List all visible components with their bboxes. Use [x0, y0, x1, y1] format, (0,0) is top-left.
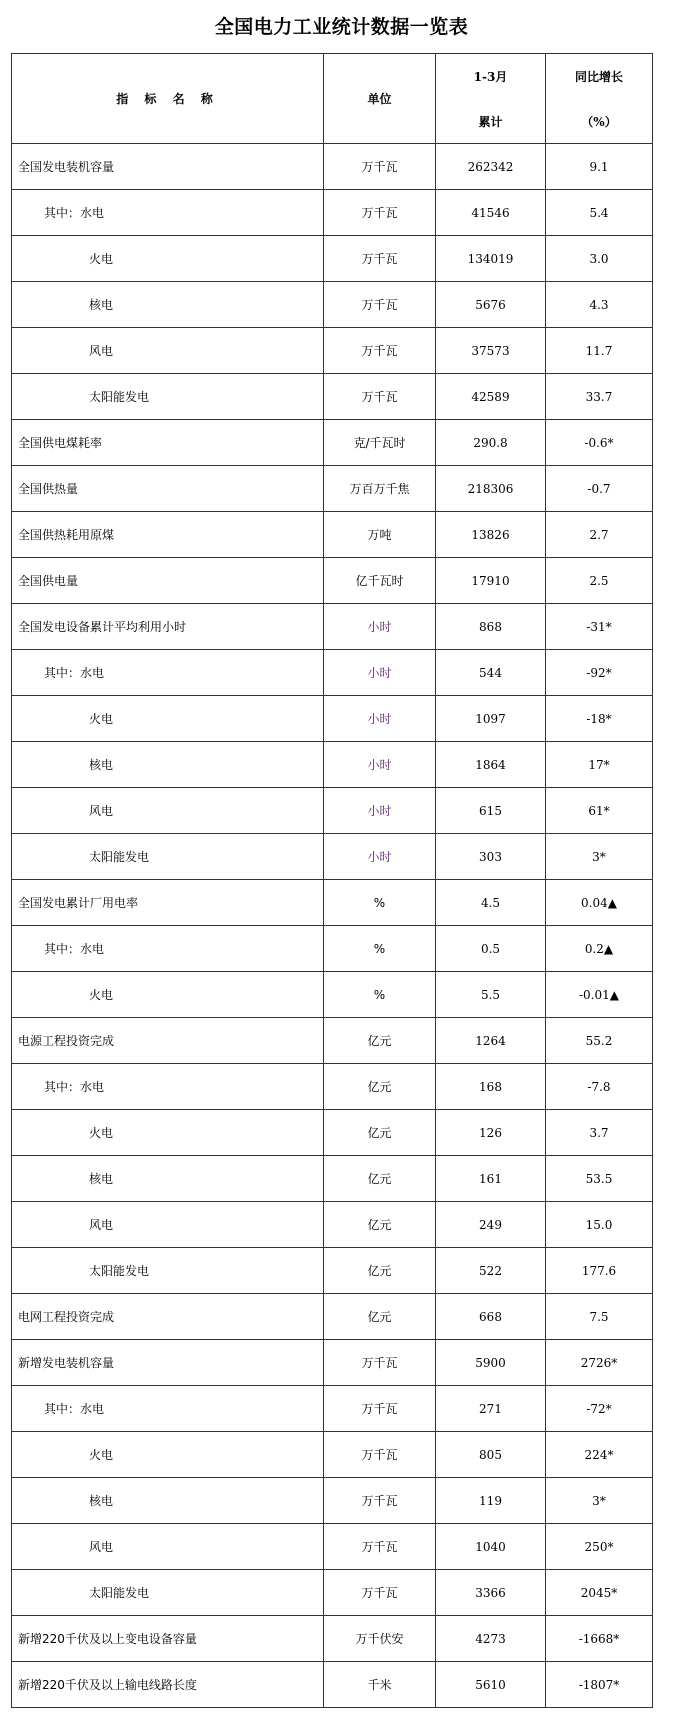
row-indicator-name: 新增220千伏及以上变电设备容量	[12, 1616, 324, 1662]
row-yoy-growth: 2045*	[546, 1570, 653, 1616]
row-unit: 万千瓦	[324, 328, 436, 374]
table-row	[12, 788, 653, 834]
row-yoy-growth: 9.1	[546, 144, 653, 190]
table-row	[12, 374, 653, 420]
row-unit: 亿元	[324, 1110, 436, 1156]
row-indicator-name: 核电	[12, 282, 324, 328]
row-cumulative-value: 668	[436, 1294, 546, 1340]
row-cumulative-value: 218306	[436, 466, 546, 512]
row-yoy-growth: 5.4	[546, 190, 653, 236]
row-unit: 千米	[324, 1662, 436, 1708]
row-unit: 亿元	[324, 1156, 436, 1202]
table-row	[12, 328, 653, 374]
table-row	[12, 144, 653, 190]
row-indicator-name: 风电	[12, 788, 324, 834]
table-row	[12, 1294, 653, 1340]
row-yoy-growth: -0.6*	[546, 420, 653, 466]
table-row	[12, 1570, 653, 1616]
row-cumulative-value: 5610	[436, 1662, 546, 1708]
table-row	[12, 926, 653, 972]
row-cumulative-value: 544	[436, 650, 546, 696]
row-cumulative-value: 262342	[436, 144, 546, 190]
row-indicator-name: 新增220千伏及以上输电线路长度	[12, 1662, 324, 1708]
header-period-line2: 累计	[478, 114, 503, 129]
row-yoy-growth: 3.7	[546, 1110, 653, 1156]
table-row	[12, 1248, 653, 1294]
row-unit: 万千瓦	[324, 1340, 436, 1386]
row-cumulative-value: 4.5	[436, 880, 546, 926]
row-yoy-growth: 250*	[546, 1524, 653, 1570]
row-cumulative-value: 119	[436, 1478, 546, 1524]
table-row	[12, 420, 653, 466]
row-cumulative-value: 37573	[436, 328, 546, 374]
row-cumulative-value: 522	[436, 1248, 546, 1294]
table-row	[12, 1478, 653, 1524]
row-cumulative-value: 3366	[436, 1570, 546, 1616]
row-cumulative-value: 615	[436, 788, 546, 834]
row-indicator-name: 核电	[12, 1478, 324, 1524]
row-cumulative-value: 168	[436, 1064, 546, 1110]
row-yoy-growth: -31*	[546, 604, 653, 650]
row-cumulative-value: 5900	[436, 1340, 546, 1386]
table-row	[12, 1616, 653, 1662]
row-indicator-name: 太阳能发电	[12, 374, 324, 420]
table-row	[12, 880, 653, 926]
table-row	[12, 1018, 653, 1064]
table-row	[12, 1432, 653, 1478]
table-row	[12, 972, 653, 1018]
table-header	[12, 54, 653, 144]
row-unit: 亿元	[324, 1248, 436, 1294]
row-unit: 万千瓦	[324, 236, 436, 282]
page-title: 全国电力工业统计数据一览表	[214, 16, 469, 38]
row-yoy-growth: -92*	[546, 650, 653, 696]
row-indicator-name: 电网工程投资完成	[12, 1294, 324, 1340]
row-indicator-name: 风电	[12, 1524, 324, 1570]
row-cumulative-value: 13826	[436, 512, 546, 558]
table-row	[12, 1662, 653, 1708]
row-yoy-growth: 2726*	[546, 1340, 653, 1386]
header-period-line1: 1-3月	[473, 69, 508, 84]
row-cumulative-value: 271	[436, 1386, 546, 1432]
row-yoy-growth: 224*	[546, 1432, 653, 1478]
row-cumulative-value: 290.8	[436, 420, 546, 466]
row-cumulative-value: 161	[436, 1156, 546, 1202]
row-indicator-name: 火电	[12, 1432, 324, 1478]
row-unit: 万千瓦	[324, 282, 436, 328]
row-indicator-name: 核电	[12, 742, 324, 788]
row-unit: 小时	[324, 742, 436, 788]
row-yoy-growth: 2.5	[546, 558, 653, 604]
table-row	[12, 696, 653, 742]
row-cumulative-value: 134019	[436, 236, 546, 282]
row-indicator-name: 全国供热耗用原煤	[12, 512, 324, 558]
row-indicator-name: 核电	[12, 1156, 324, 1202]
row-yoy-growth: 17*	[546, 742, 653, 788]
row-unit: %	[324, 972, 436, 1018]
header-indicator-name: 指 标 名 称	[12, 54, 324, 144]
table-row	[12, 650, 653, 696]
row-cumulative-value: 17910	[436, 558, 546, 604]
row-indicator-name: 火电	[12, 696, 324, 742]
table-row	[12, 1202, 653, 1248]
table-row	[12, 834, 653, 880]
row-yoy-growth: -1668*	[546, 1616, 653, 1662]
row-indicator-name: 太阳能发电	[12, 1248, 324, 1294]
row-unit: 万百万千焦	[324, 466, 436, 512]
row-unit: 克/千瓦时	[324, 420, 436, 466]
row-indicator-name: 火电	[12, 236, 324, 282]
table-row	[12, 1064, 653, 1110]
row-indicator-name: 其中：水电	[12, 190, 324, 236]
row-unit: 万千伏安	[324, 1616, 436, 1662]
row-indicator-name: 全国供电量	[12, 558, 324, 604]
row-indicator-name: 全国发电设备累计平均利用小时	[12, 604, 324, 650]
row-yoy-growth: 2.7	[546, 512, 653, 558]
row-yoy-growth: -18*	[546, 696, 653, 742]
header-growth-line1: 同比增长	[574, 69, 623, 84]
row-indicator-name: 其中：水电	[12, 1064, 324, 1110]
table-row	[12, 282, 653, 328]
row-indicator-name: 火电	[12, 1110, 324, 1156]
row-yoy-growth: 0.2▲	[546, 926, 653, 972]
row-yoy-growth: -1807*	[546, 1662, 653, 1708]
row-unit: 万千瓦	[324, 1432, 436, 1478]
row-indicator-name: 风电	[12, 1202, 324, 1248]
row-indicator-name: 太阳能发电	[12, 1570, 324, 1616]
row-indicator-name: 风电	[12, 328, 324, 374]
table-row	[12, 604, 653, 650]
row-unit: 万千瓦	[324, 1524, 436, 1570]
row-yoy-growth: 3*	[546, 834, 653, 880]
row-cumulative-value: 805	[436, 1432, 546, 1478]
row-cumulative-value: 4273	[436, 1616, 546, 1662]
row-cumulative-value: 41546	[436, 190, 546, 236]
table-row	[12, 1524, 653, 1570]
row-unit: %	[324, 926, 436, 972]
row-yoy-growth: 177.6	[546, 1248, 653, 1294]
row-indicator-name: 太阳能发电	[12, 834, 324, 880]
row-cumulative-value: 5676	[436, 282, 546, 328]
row-yoy-growth: -7.8	[546, 1064, 653, 1110]
row-indicator-name: 其中：水电	[12, 650, 324, 696]
row-indicator-name: 电源工程投资完成	[12, 1018, 324, 1064]
row-cumulative-value: 5.5	[436, 972, 546, 1018]
row-unit: 万千瓦	[324, 1386, 436, 1432]
table-body	[12, 144, 653, 1708]
header-unit: 单位	[324, 54, 436, 144]
header-growth	[546, 54, 653, 144]
row-unit: 小时	[324, 834, 436, 880]
row-cumulative-value: 0.5	[436, 926, 546, 972]
table-row	[12, 1386, 653, 1432]
row-yoy-growth: 11.7	[546, 328, 653, 374]
row-unit: 小时	[324, 788, 436, 834]
row-yoy-growth: 53.5	[546, 1156, 653, 1202]
row-yoy-growth: -0.01▲	[546, 972, 653, 1018]
row-cumulative-value: 42589	[436, 374, 546, 420]
row-cumulative-value: 1040	[436, 1524, 546, 1570]
table-row	[12, 1110, 653, 1156]
table-row	[12, 1340, 653, 1386]
row-unit: 万吨	[324, 512, 436, 558]
row-unit: %	[324, 880, 436, 926]
row-yoy-growth: 3.0	[546, 236, 653, 282]
header-period	[436, 54, 546, 144]
row-unit: 万千瓦	[324, 144, 436, 190]
row-cumulative-value: 303	[436, 834, 546, 880]
row-unit: 小时	[324, 696, 436, 742]
row-unit: 小时	[324, 604, 436, 650]
row-yoy-growth: 3*	[546, 1478, 653, 1524]
row-yoy-growth: 4.3	[546, 282, 653, 328]
table-row	[12, 1156, 653, 1202]
table-row	[12, 466, 653, 512]
row-unit: 万千瓦	[324, 1478, 436, 1524]
row-yoy-growth: -0.7	[546, 466, 653, 512]
table-row	[12, 558, 653, 604]
table-row	[12, 742, 653, 788]
row-unit: 万千瓦	[324, 1570, 436, 1616]
row-yoy-growth: -72*	[546, 1386, 653, 1432]
row-cumulative-value: 1864	[436, 742, 546, 788]
row-unit: 亿元	[324, 1064, 436, 1110]
row-cumulative-value: 868	[436, 604, 546, 650]
header-growth-line2: （%）	[581, 114, 617, 129]
row-indicator-name: 全国发电装机容量	[12, 144, 324, 190]
row-indicator-name: 全国发电累计厂用电率	[12, 880, 324, 926]
row-yoy-growth: 7.5	[546, 1294, 653, 1340]
row-indicator-name: 火电	[12, 972, 324, 1018]
row-yoy-growth: 15.0	[546, 1202, 653, 1248]
row-yoy-growth: 55.2	[546, 1018, 653, 1064]
row-indicator-name: 全国供热量	[12, 466, 324, 512]
row-cumulative-value: 1264	[436, 1018, 546, 1064]
row-cumulative-value: 126	[436, 1110, 546, 1156]
statistics-table	[11, 53, 653, 1708]
table-row	[12, 512, 653, 558]
table-row	[12, 190, 653, 236]
row-cumulative-value: 1097	[436, 696, 546, 742]
row-unit: 小时	[324, 650, 436, 696]
row-indicator-name: 新增发电装机容量	[12, 1340, 324, 1386]
row-unit: 万千瓦	[324, 374, 436, 420]
row-unit: 亿元	[324, 1294, 436, 1340]
row-indicator-name: 其中：水电	[12, 926, 324, 972]
table-row	[12, 236, 653, 282]
row-yoy-growth: 61*	[546, 788, 653, 834]
row-cumulative-value: 249	[436, 1202, 546, 1248]
row-yoy-growth: 33.7	[546, 374, 653, 420]
row-unit: 万千瓦	[324, 190, 436, 236]
row-indicator-name: 其中：水电	[12, 1386, 324, 1432]
row-unit: 亿元	[324, 1018, 436, 1064]
row-yoy-growth: 0.04▲	[546, 880, 653, 926]
row-unit: 亿千瓦时	[324, 558, 436, 604]
row-indicator-name: 全国供电煤耗率	[12, 420, 324, 466]
row-unit: 亿元	[324, 1202, 436, 1248]
